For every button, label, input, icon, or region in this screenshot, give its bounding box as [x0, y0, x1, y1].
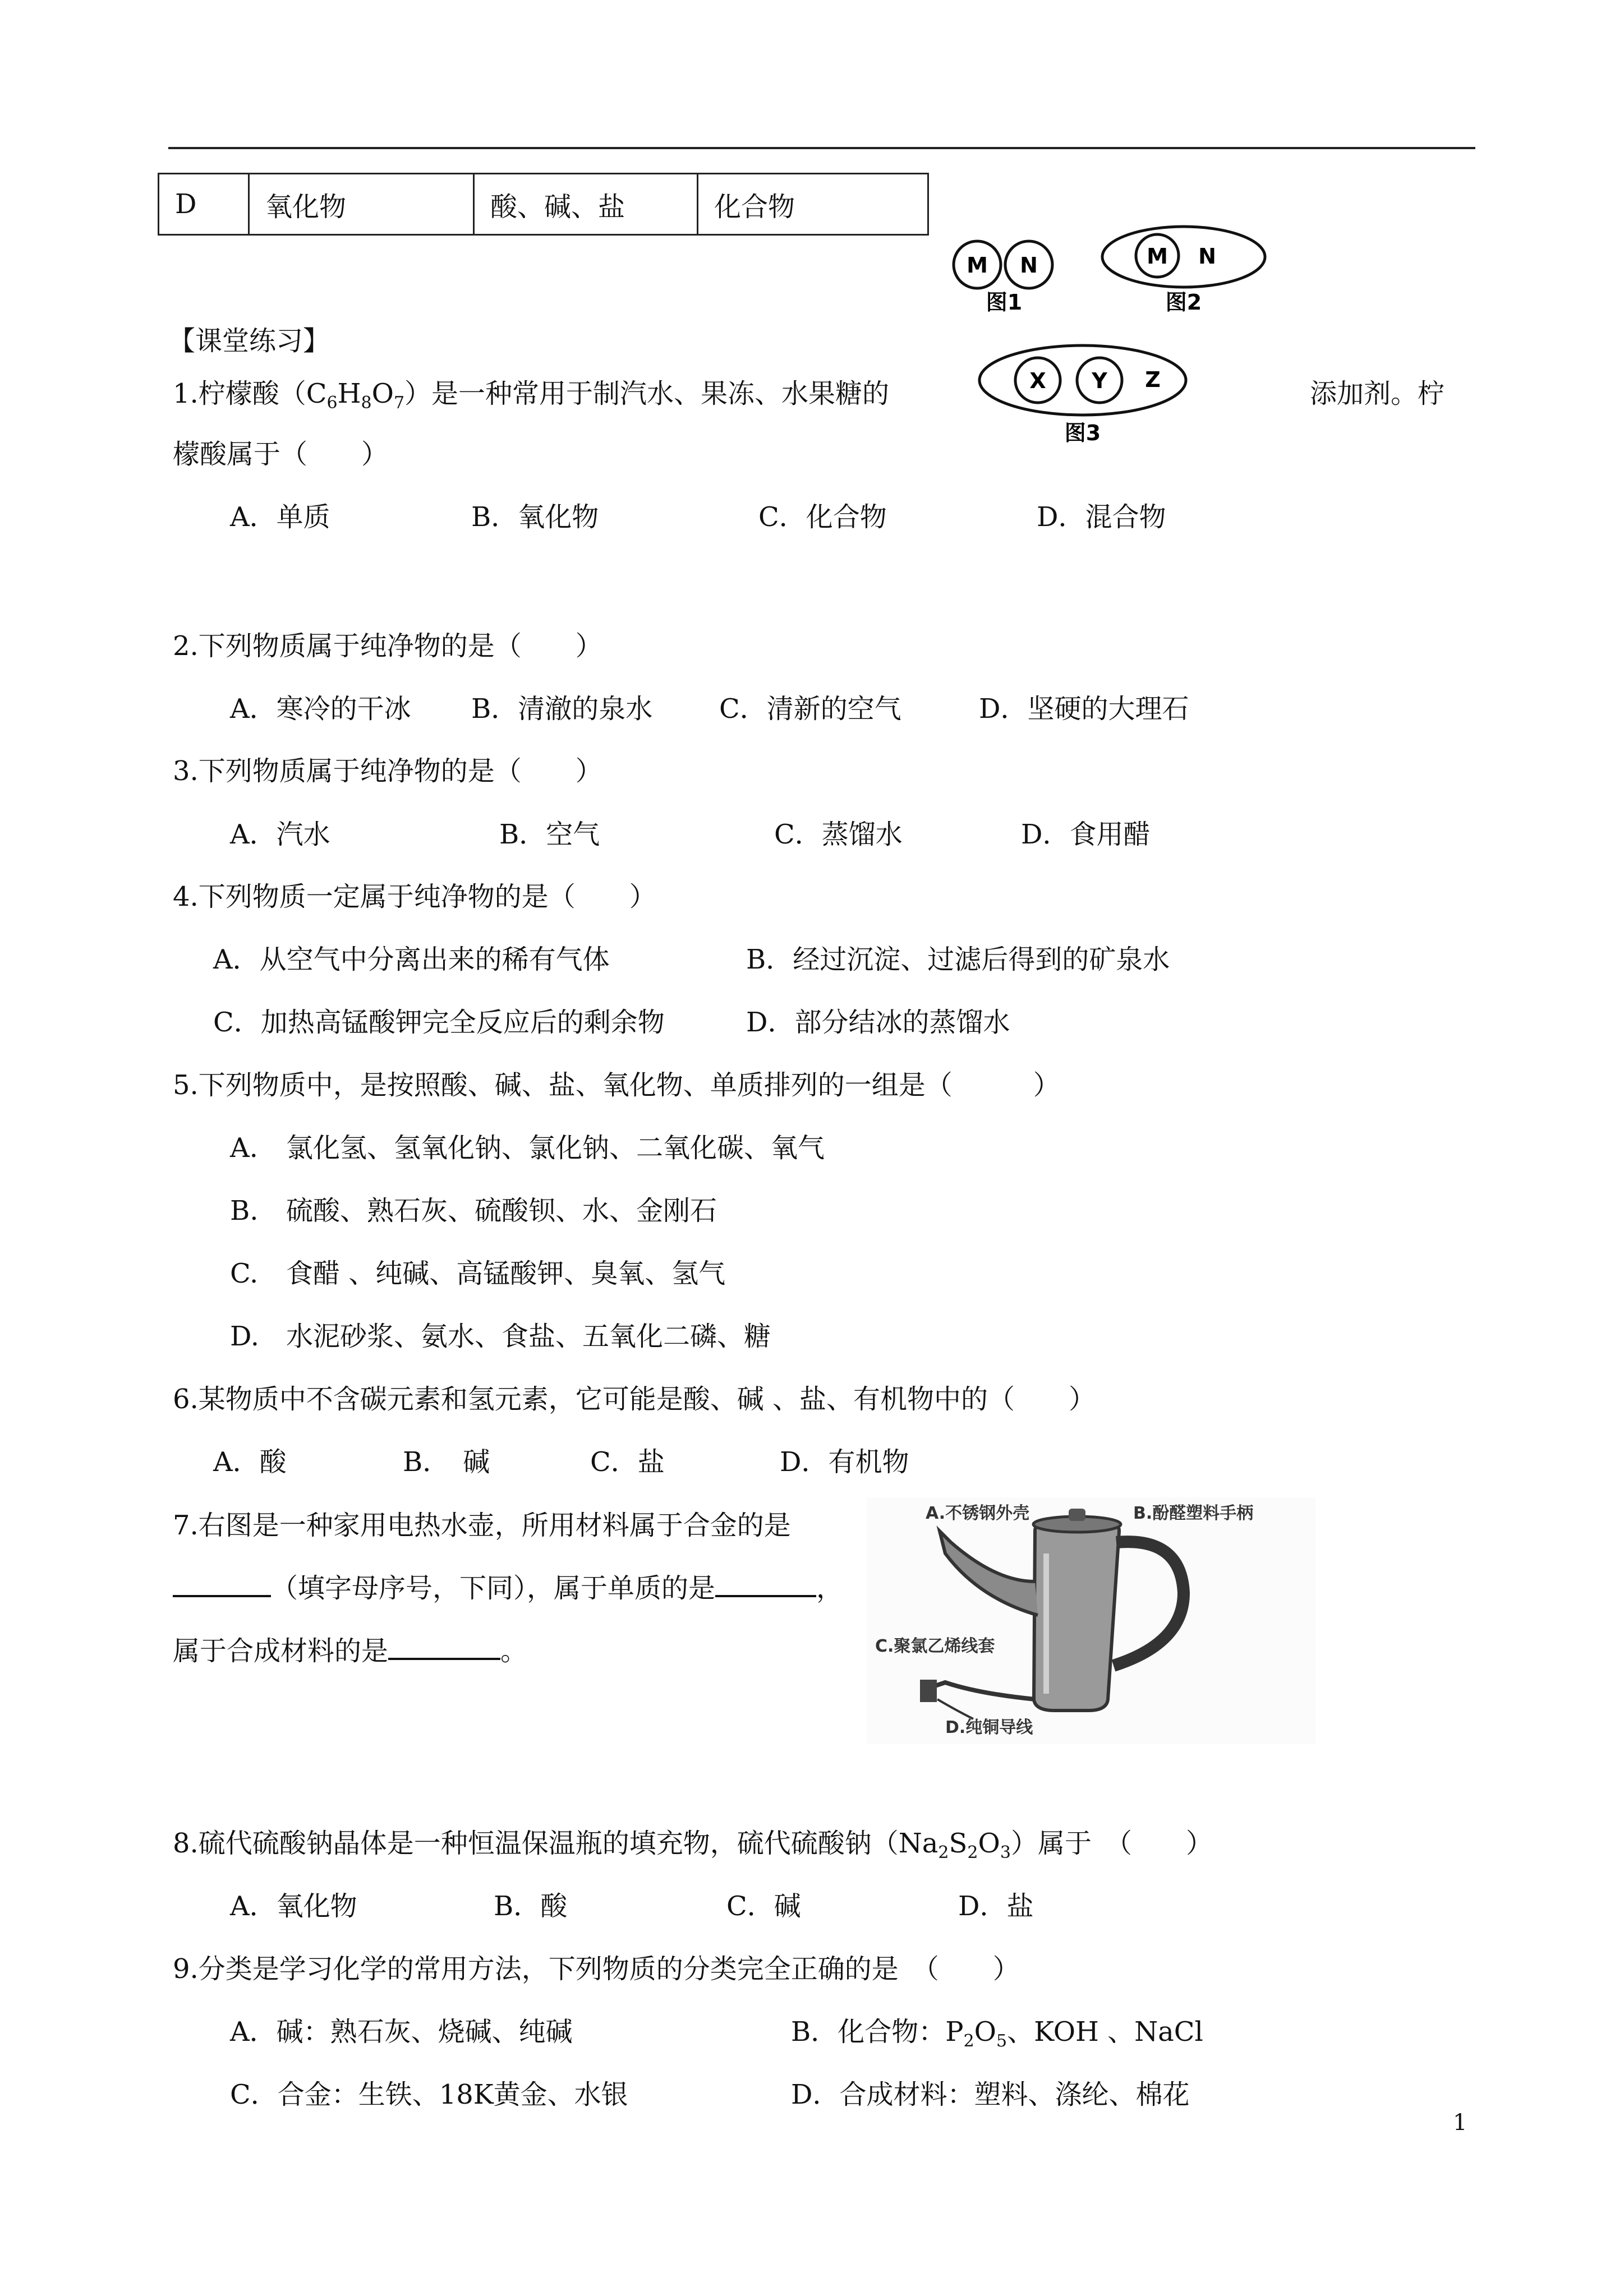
q6-option: A．酸 — [213, 1446, 287, 1478]
q5-option-letter: B. — [230, 1195, 259, 1227]
q9-sub: 5 — [996, 2031, 1007, 2051]
q3-option: C．蒸馏水 — [774, 819, 903, 850]
q7-line3-text: 属于合成材料的是 — [173, 1635, 389, 1667]
q8-sub: 2 — [938, 1843, 949, 1862]
q6-stem: 6.某物质中不含碳元素和氢元素，它可能是酸、碱 、盐、有机物中的（ ） — [173, 1384, 1096, 1415]
answer-blank[interactable] — [388, 1633, 500, 1660]
answer-blank[interactable] — [715, 1570, 816, 1597]
q8-el: S — [949, 1828, 968, 1859]
q4-option: A．从空气中分离出来的稀有气体 — [213, 944, 610, 975]
kettle-label-b: B.酚醛塑料手柄 — [1133, 1504, 1254, 1523]
q8-sub: 3 — [1000, 1843, 1011, 1862]
q1-option: A．单质 — [230, 501, 330, 533]
section-title: 【课堂练习】 — [168, 325, 330, 357]
q5-option-text: 氯化氢、氢氧化钠、氯化钠、二氧化碳、氧气 — [286, 1132, 825, 1164]
fig3-y-label: Y — [1092, 368, 1107, 393]
q9-el: O — [974, 2016, 997, 2048]
q9-optb-text: B．化合物：P — [791, 2016, 964, 2048]
q5-option-letter: D. — [230, 1321, 260, 1352]
q7-line3-end: 。 — [500, 1635, 528, 1667]
q5-option-text: 食醋 、纯碱、高锰酸钾、臭氧、氢气 — [286, 1258, 726, 1289]
fig3-caption: 图3 — [1064, 421, 1101, 445]
q1-stem — [173, 376, 889, 421]
q3-stem: 3.下列物质属于纯净物的是（ ） — [173, 755, 602, 787]
q7-line2 — [173, 1570, 843, 1606]
q9-option-d: D．合成材料：塑料、涤纶、棉花 — [791, 2079, 1190, 2110]
table-cell: D — [159, 174, 249, 235]
page-number: 1 — [1453, 2110, 1467, 2136]
q1-sub: 6 — [326, 393, 338, 413]
q2-option: A．寒冷的干冰 — [230, 693, 411, 725]
q4-option: D．部分结冰的蒸馏水 — [746, 1007, 1010, 1038]
set-relationship-figures — [942, 224, 1279, 505]
kettle-label-c: C.聚氯乙烯线套 — [875, 1636, 995, 1656]
q9-optb-after: 、KOH 、NaCl — [1007, 2016, 1203, 2048]
q3-option: D．食用醋 — [1021, 819, 1151, 850]
kettle-label-d: D.纯铜导线 — [945, 1718, 1033, 1737]
q7-line1: 7.右图是一种家用电热水壶，所用材料属于合金的是 — [173, 1510, 791, 1541]
q1-option: C．化合物 — [758, 501, 887, 533]
table-cell: 酸、碱、盐 — [474, 174, 698, 235]
q4-stem: 4.下列物质一定属于纯净物的是（ ） — [173, 881, 656, 912]
q7-line3 — [173, 1633, 527, 1669]
q5-option-text: 水泥砂浆、氨水、食盐、五氧化二磷、糖 — [286, 1321, 771, 1352]
fig1-caption: 图1 — [986, 290, 1023, 315]
q6-option: B． 碱 — [403, 1446, 490, 1478]
q1-el: O — [371, 378, 394, 409]
q7-line2-end: ， — [816, 1573, 844, 1604]
fig2-m-label: M — [1147, 244, 1168, 269]
fig1-m-label: M — [967, 253, 988, 278]
table-row — [159, 174, 928, 235]
table-cell: 氧化物 — [249, 174, 474, 235]
q6-option: C．盐 — [590, 1446, 665, 1478]
q1-el: H — [337, 378, 361, 409]
q4-option: C．加热高锰酸钾完全反应后的剩余物 — [213, 1007, 665, 1038]
kettle-label-a: A.不锈钢外壳 — [926, 1504, 1030, 1523]
q1-sub: 8 — [361, 393, 372, 413]
q2-option: C．清新的空气 — [719, 693, 901, 725]
q8-el: O — [978, 1828, 1000, 1859]
q1-line2: 檬酸属于（ ） — [173, 439, 389, 470]
header-rule — [168, 147, 1475, 149]
q2-option: D．坚硬的大理石 — [979, 693, 1189, 725]
q9-option-b — [791, 2014, 1203, 2059]
q5-option-letter: A. — [230, 1132, 258, 1164]
q8-option: D．盐 — [958, 1891, 1034, 1922]
fig3-x-label: X — [1029, 368, 1046, 393]
q9-stem: 9.分类是学习化学的常用方法，下列物质的分类完全正确的是 （ ） — [173, 1953, 1020, 1985]
fig3-z-label: Z — [1145, 367, 1161, 392]
figure-3 — [979, 345, 1186, 445]
q8-option: B．酸 — [494, 1891, 568, 1922]
q1-num: 1. — [173, 378, 199, 409]
q9-option-c: C．合金：生铁、18K黄金、水银 — [230, 2079, 628, 2110]
q8-option: C．碱 — [726, 1891, 801, 1922]
q4-option: B．经过沉淀、过滤后得到的矿泉水 — [746, 944, 1170, 975]
q9-option-a: A．碱：熟石灰、烧碱、纯碱 — [230, 2016, 573, 2048]
q5-option-letter: C. — [230, 1258, 259, 1289]
q6-option: D．有机物 — [780, 1446, 909, 1478]
figure-2 — [1102, 227, 1265, 315]
q8-option: A．氧化物 — [230, 1891, 357, 1922]
table-cell: 化合物 — [698, 174, 928, 235]
answer-blank[interactable] — [173, 1570, 271, 1597]
q8-sub: 2 — [967, 1843, 978, 1862]
q5-stem: 5.下列物质中，是按照酸、碱、盐、氧化物、单质排列的一组是（ ） — [173, 1069, 1060, 1101]
q9-sub: 2 — [963, 2031, 974, 2051]
q8-stem — [173, 1825, 1213, 1871]
q7-line2-text: （填字母序号，下同），属于单质的是 — [271, 1573, 716, 1604]
q3-option: B．空气 — [499, 819, 600, 850]
q2-stem: 2.下列物质属于纯净物的是（ ） — [173, 630, 602, 662]
q1-option: B．氧化物 — [471, 501, 599, 533]
q5-option-text: 硫酸、熟石灰、硫酸钡、水、金刚石 — [286, 1195, 717, 1227]
fig2-caption: 图2 — [1165, 290, 1202, 315]
classification-table — [158, 173, 929, 236]
fig2-n-label: N — [1198, 244, 1216, 269]
q8-text-before: 8.硫代硫酸钠晶体是一种恒温保温瓶的填充物，硫代硫酸钠（Na — [173, 1828, 938, 1859]
q8-text-after: ）属于 （ ） — [1010, 1828, 1213, 1859]
q1-tail: 添加剂。柠 — [1310, 378, 1445, 409]
q1-text-after: ）是一种常用于制汽水、果冻、水果糖的 — [404, 378, 890, 409]
fig1-n-label: N — [1020, 253, 1038, 278]
q3-option: A．汽水 — [230, 819, 330, 850]
q1-sub: 7 — [393, 393, 405, 413]
figure-1 — [954, 241, 1052, 315]
q1-text-before: 柠檬酸（C — [198, 378, 327, 409]
kettle-figure — [867, 1497, 1315, 1744]
q1-option: D．混合物 — [1037, 501, 1166, 533]
q2-option: B．清澈的泉水 — [471, 693, 653, 725]
